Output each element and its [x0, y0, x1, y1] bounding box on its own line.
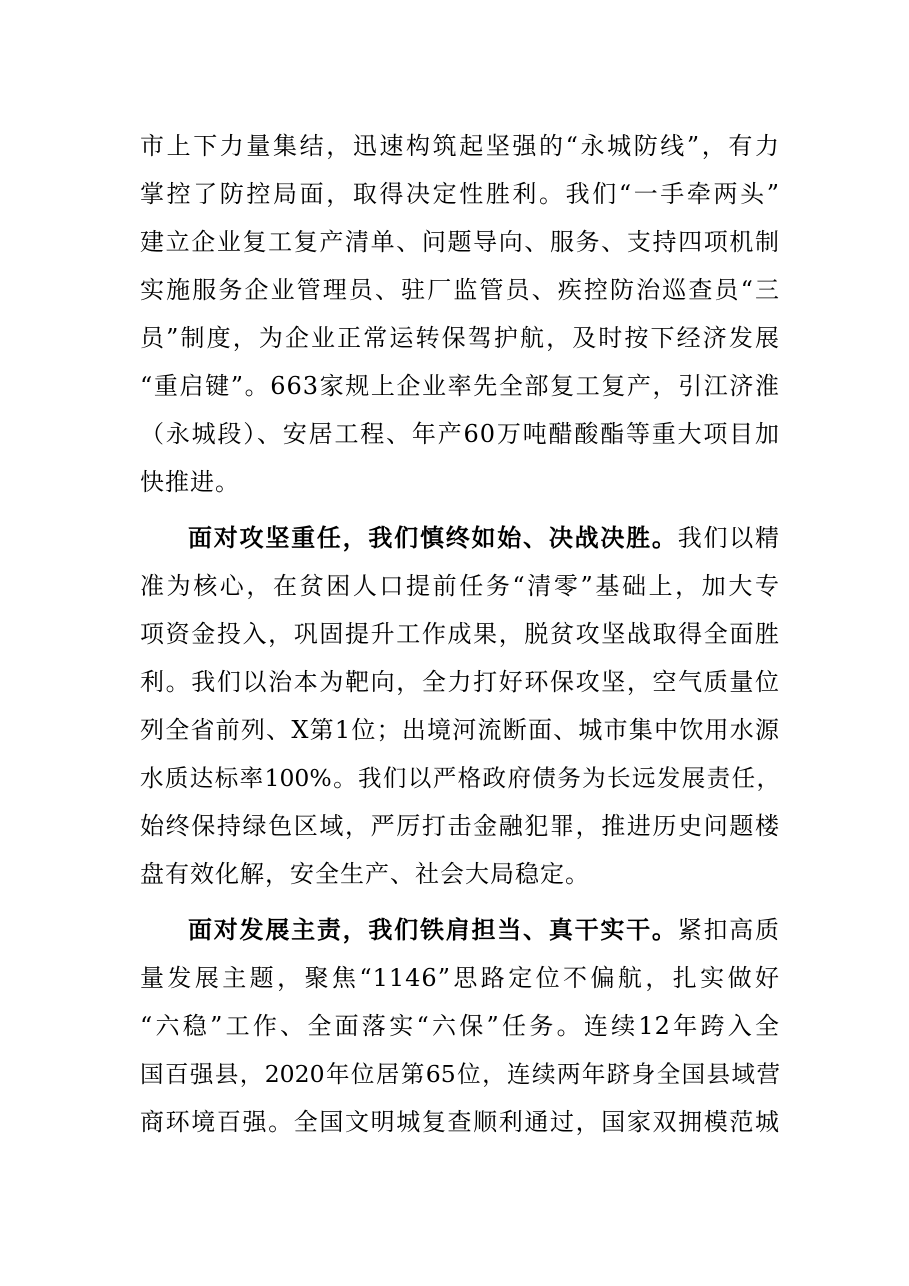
- body-text-line: 国百强县，2020年位居第65位，连续两年跻身全国县域营: [140, 1060, 780, 1088]
- body-text-line: 水质达标率100%。我们以严格政府债务为长远发展责任，: [140, 764, 780, 792]
- body-text-line: 列全省前列、X第1位；出境河流断面、城市集中饮用水源: [140, 716, 780, 744]
- body-text-line: 掌控了防控局面，取得决定性胜利。我们“一手牵两头”: [140, 180, 780, 208]
- body-text-line: 员”制度，为企业正常运转保驾护航，及时按下经济发展: [140, 324, 780, 352]
- body-text-line: 始终保持绿色区域，严厉打击金融犯罪，推进历史问题楼: [140, 812, 780, 840]
- paragraph-lead-sentence: 面对攻坚重任，我们慎终如始、决战决胜。: [188, 523, 678, 552]
- body-text-line: 实施服务企业管理员、驻厂监管员、疾控防治巡查员“三: [140, 276, 780, 304]
- body-text-line: 市上下力量集结，迅速构筑起坚强的“永城防线”，有力: [140, 132, 780, 160]
- paragraph-lead-sentence: 面对发展主责，我们铁肩担当、真干实干。: [188, 915, 678, 944]
- body-text-line: 量发展主题，聚焦“1146”思路定位不偏航，扎实做好: [140, 964, 780, 992]
- body-text-line: 盘有效化解，安全生产、社会大局稳定。: [140, 860, 590, 888]
- paragraph-first-line: [188, 514, 780, 562]
- paragraph-first-line: [188, 906, 780, 954]
- body-text-line: （永城段）、安居工程、年产60万吨醋酸酯等重大项目加: [140, 420, 780, 448]
- body-text-line: 快推进。: [140, 468, 240, 496]
- body-text-fragment: 紧扣高质: [677, 916, 781, 944]
- body-text-line: 建立企业复工复产清单、问题导向、服务、支持四项机制: [140, 228, 780, 256]
- body-text-line: 项资金投入，巩固提升工作成果，脱贫攻坚战取得全面胜: [140, 620, 780, 648]
- body-text-fragment: 我们以精: [677, 524, 781, 552]
- body-text-line: 商环境百强。全国文明城复查顺利通过，国家双拥模范城: [140, 1108, 780, 1136]
- body-text-line: 准为核心，在贫困人口提前任务“清零”基础上，加大专: [140, 572, 780, 600]
- body-text-line: 利。我们以治本为靶向，全力打好环保攻坚，空气质量位: [140, 668, 780, 696]
- body-text-line: “重启键”。663家规上企业率先全部复工复产，引江济淮: [140, 372, 780, 400]
- body-text-line: “六稳”工作、全面落实“六保”任务。连续12年跨入全: [140, 1012, 780, 1040]
